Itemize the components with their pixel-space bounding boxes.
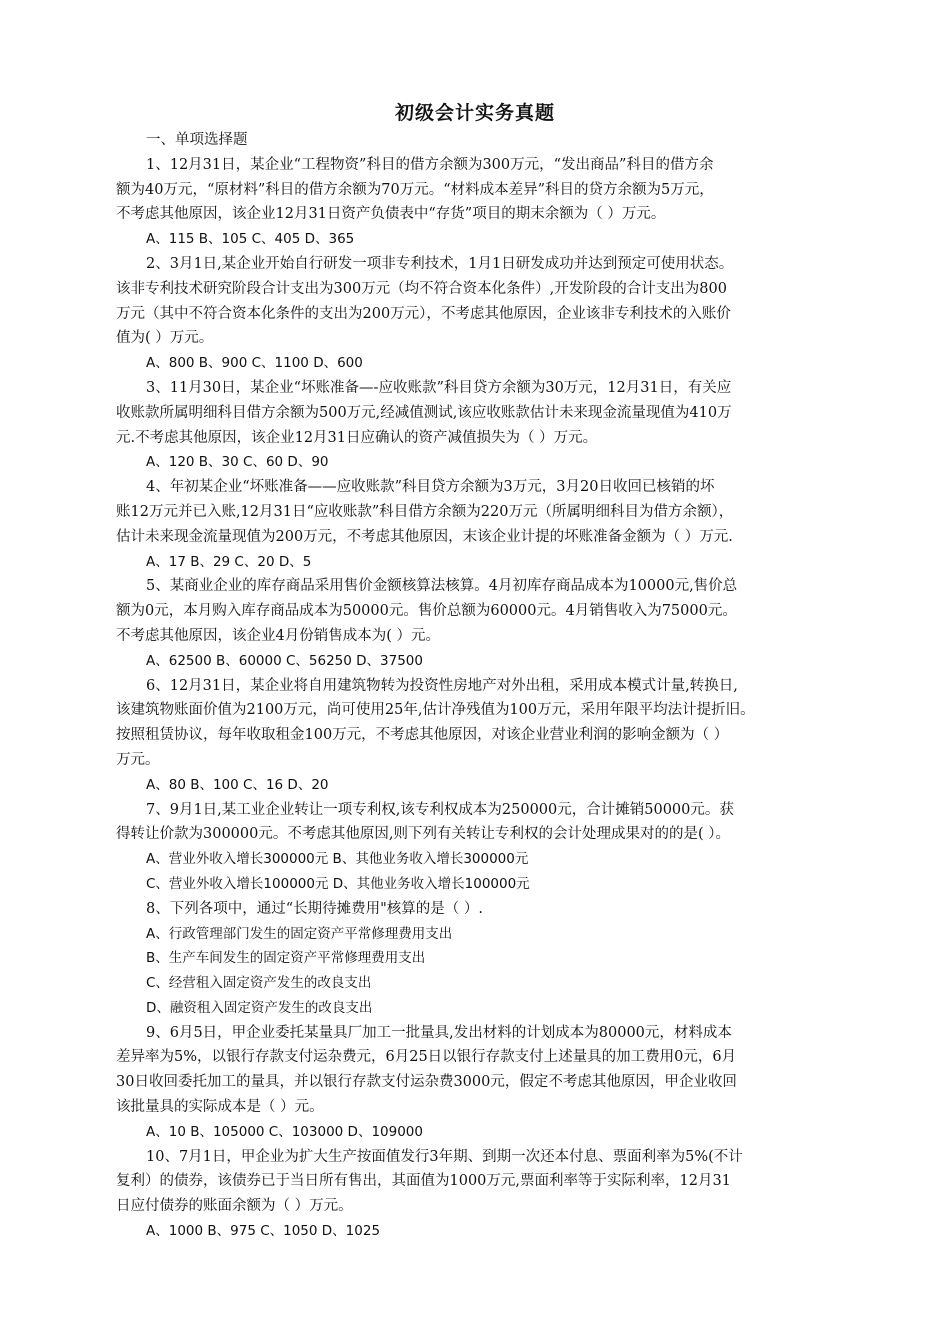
answer-options: C、经营租入固定资产发生的改良支出: [146, 975, 372, 992]
question-5: [116, 574, 851, 673]
question-6: [116, 674, 851, 798]
question-text-line: 复利）的债券，该债券已于当日所有售出，其面值为1000万元,票面利率等于实际利率，12月31: [116, 1173, 731, 1190]
answer-options: A、800 B、900 C、1100 D、600: [146, 355, 363, 372]
question-text-line: 额为0元，本月购入库存商品成本为50000元。售价总额为60000元。4月销售收入为75000元。: [116, 603, 737, 620]
question-text-line: 6、12月31日，某企业将自用建筑物转为投资性房地产对外出租，采用成本模式计量,转换日,: [146, 677, 738, 694]
question-4: [116, 475, 851, 574]
answer-options: D、融资租入固定资产发生的改良支出: [146, 999, 373, 1016]
question-text-line: 值为( ）万元。: [116, 330, 214, 347]
question-text-line: 2、3月1日,某企业开始自行研发一项非专利技术，1月1日研发成功并达到预定可使用状态。: [146, 255, 734, 272]
question-text-line: 8、下列各项中，通过“长期待摊费用"核算的是（ ）.: [146, 900, 484, 917]
answer-options: A、行政管理部门发生的固定资产平常修理费用支出: [146, 925, 453, 942]
question-text-line: 4、年初某企业“坏账准备——应收账款”科目贷方余额为3万元，3月20日收回已核销的坏: [146, 479, 715, 496]
question-text-line: 该非专利技术研究阶段合计支出为300万元（均不符合资本化条件）,开发阶段的合计支出为800: [116, 280, 727, 297]
question-text-line: 7、9月1日,某工业企业转让一项专利权,该专利权成本为250000元，合计摊销50000元。获: [146, 801, 734, 818]
question-text-line: 10、7月1日，甲企业为扩大生产按面值发行3年期、到期一次还本付息、票面利率为5%(不计: [146, 1148, 743, 1165]
question-text-line: 不考虑其他原因，该企业4月份销售成本为( ）元。: [116, 627, 440, 644]
answer-options: A、营业外收入增长300000元 B、其他业务收入增长300000元: [146, 851, 529, 868]
question-text-line: 万元。: [116, 751, 160, 768]
answer-options: B、生产车间发生的固定资产平常修理费用支出: [146, 950, 426, 967]
question-3: [116, 376, 851, 475]
question-text-line: 按照租赁协议，每年收取租金100万元，不考虑其他原因，对该企业营业利润的影响金额为（ ）: [116, 727, 729, 744]
question-list: [116, 128, 851, 1244]
section-heading: 一、单项选择题: [146, 132, 248, 148]
answer-options: A、10 B、105000 C、103000 D、109000: [146, 1123, 423, 1140]
question-text-line: 差异率为5%，以银行存款支付运杂费元，6月25日以银行存款支付上述量具的加工费用0元，6月: [116, 1049, 737, 1066]
question-text-line: 3、11月30日，某企业“坏账准备—-应收账款”科目贷方余额为30万元，12月31日，有关应: [146, 379, 732, 396]
question-text-line: 日应付债券的账面余额为（ ）万元。: [116, 1198, 353, 1215]
document-title: 初级会计实务真题: [394, 102, 555, 124]
answer-options: A、80 B、100 C、16 D、20: [146, 776, 329, 793]
question-2: [116, 252, 851, 376]
question-text-line: 不考虑其他原因，该企业12月31日资产负债表中“存货”项目的期末余额为（ ）万元。: [116, 206, 666, 223]
question-text-line: 额为40万元，“原材料”科目的借方余额为70万元。“材料成本差异”科目的贷方余额为5万元，: [116, 181, 714, 198]
question-text-line: 万元（其中不符合资本化条件的支出为200万元），不考虑其他原因，企业该非专利技术的入账价: [116, 305, 731, 322]
question-1: [116, 153, 851, 252]
question-text-line: 得转让价款为300000元。不考虑其他原因,则下列有关转让专利权的会计处理成果对的的是( ）。: [116, 826, 730, 843]
question-8: [116, 897, 851, 1021]
question-text-line: 1、12月31日，某企业“工程物资”科目的借方余额为300万元，“发出商品”科目的借方余: [146, 156, 714, 173]
answer-options: A、62500 B、60000 C、56250 D、37500: [146, 652, 423, 669]
question-7: [116, 798, 851, 897]
question-text-line: 元.不考虑其他原因，该企业12月31日应确认的资产减值损失为（ ）万元。: [116, 429, 598, 446]
answer-options: A、120 B、30 C、60 D、90: [146, 454, 329, 471]
question-text-line: 该批量具的实际成本是（ ）元。: [116, 1099, 324, 1116]
answer-options: C、营业外收入增长100000元 D、其他业务收入增长100000元: [146, 875, 530, 892]
question-text-line: 估计未来现金流量现值为200万元，不考虑其他原因，末该企业计提的坏账准备金额为（ ）万元.: [116, 528, 733, 545]
question-9: [116, 1021, 851, 1145]
question-text-line: 收账款所属明细科目借方余额为500万元,经减值测试,该应收账款估计未来现金流量现值为410万: [116, 404, 732, 421]
question-text-line: 该建筑物账面价值为2100万元，尚可使用25年,估计净残值为100万元，采用年限平均法计提折旧。: [116, 702, 755, 719]
question-text-line: 9、6月5日，甲企业委托某量具厂加工一批量具,发出材料的计划成本为80000元，材料成本: [146, 1024, 732, 1041]
question-10: [116, 1145, 851, 1244]
answer-options: A、115 B、105 C、405 D、365: [146, 231, 355, 248]
question-text-line: 30日收回委托加工的量具，并以银行存款支付运杂费3000元，假定不考虑其他原因，甲企业收回: [116, 1074, 737, 1091]
question-text-line: 5、某商业企业的库存商品采用售价金额核算法核算。4月初库存商品成本为10000元,售价总: [146, 578, 738, 595]
question-text-line: 账12万元并已入账,12月31日“应收账款”科目借方余额为220万元（所属明细科目为借方余额），: [116, 503, 734, 520]
answer-options: A、1000 B、975 C、1050 D、1025: [146, 1223, 381, 1240]
answer-options: A、17 B、29 C、20 D、5: [146, 553, 312, 570]
